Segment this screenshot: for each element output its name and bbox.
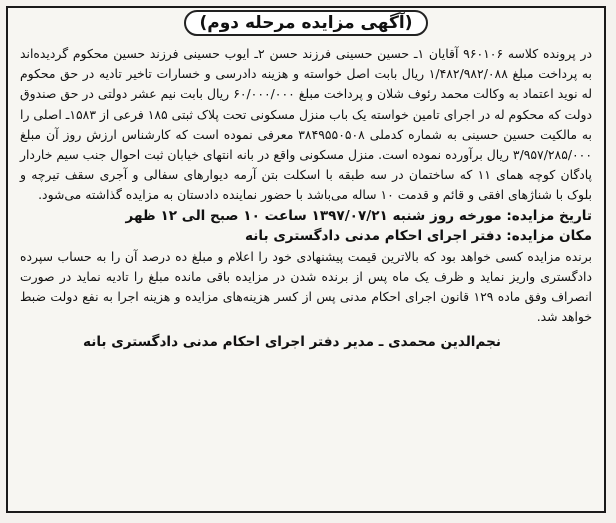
winner-terms: برنده مزایده کسی خواهد بود که بالاترین قیمت پیشنهادی خود را اعلام و مبلغ ده درصد آن را به حساب سپرده دادگستری واریز نماید و ظرف یک ماه پس از برنده شدن در مزایده باقی مانده مبلغ را تادیه نماید در صورت انصراف وفق ماده ۱۲۹ قانون اجرای احکام مدنی پس از کسر هزینه‌های مزایده و هزینه اجرا به نفع دولت ضبط خواهد شد. xyxy=(20,248,592,324)
title-wrap xyxy=(8,10,604,40)
auction-date: تاریخ مزایده: مورخه روز شنبه ۱۳۹۷/۰۷/۲۱ ساعت ۱۰ صبح الی ۱۲ ظهر xyxy=(125,207,592,224)
notice-body: در پرونده کلاسه ۹۶۰۱۰۶ آقایان ۱ـ حسین حسینی فرزند حسن ۲ـ ایوب حسینی فرزند حسین محکوم گردیده‌اند به پرداخت مبلغ ۱/۴۸۲/۹۸۲/۰۸۸ ریال بابت اصل خواسته و هزینه دادرسی و خسارات تاخیر تادیه در حق محکوم له نوید اعتماد به وکالت محمد رئوف شلان و پرداخت مبلغ ۶۰/۰۰۰/۰۰۰ ریال بابت نیم عشر دولتی در حق صندوق دولت که محکوم له در اجرای تامین خواسته یک باب منزل مسکونی تحت پلاک ثبتی ۱۸۵ فرعی از ۱۵۸۳ـ اصلی را به مالکیت حسین حسینی به شماره کدملی ۳۸۴۹۵۵۰۵۰۸ معرفی نموده است که کارشناس ارزش روز آن مبلغ ۳/۹۵۷/۲۸۵/۰۰۰ ریال برآورده نموده است. منزل مسکونی واقع در بانه انتهای خیابان ثبت احوال جنب سیم خاردار پادگان کوچه همای ۱۱ که ساختمان در سه طبقه با اسکلت بتن آرمه دیوارهای سفالی و آجری سقف تیرچه و بلوک با شناژهای افقی و قائم و قدمت ۱۰ ساله می‌باشد با حضور نماینده دادستان به مزایده گذاشته می‌شود. xyxy=(20,46,593,203)
auction-place: مکان مزایده: دفتر اجرای احکام مدنی دادگستری بانه xyxy=(245,227,592,244)
signature: نجم‌الدین محمدی ـ مدیر دفتر اجرای احکام مدنی دادگستری بانه xyxy=(82,333,502,350)
notice-title: (آگهی مزایده مرحله دوم) xyxy=(184,10,429,36)
auction-notice xyxy=(6,6,606,513)
